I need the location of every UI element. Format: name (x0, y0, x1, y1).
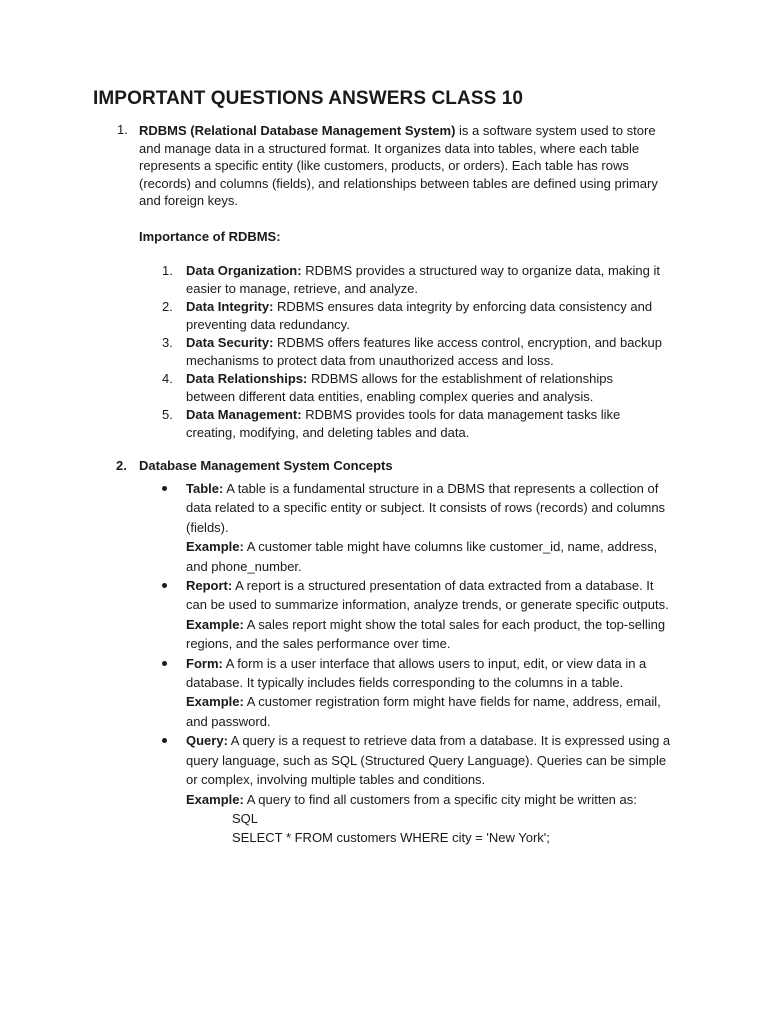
list-item: 3. Data Security: RDBMS offers features like access control, encryption, and backup mechanisms to protect data from unauthorized access and loss. (162, 335, 662, 368)
importance-list (162, 262, 662, 442)
sql-code-line: SELECT * FROM customers WHERE city = 'New York'; (232, 829, 550, 845)
list-item: 4. Data Relationships: RDBMS allows for the establishment of relationships between different data entities, enabling complex queries and analysis. (162, 371, 613, 404)
question-2-heading: Database Management System Concepts (139, 458, 393, 473)
importance-subheading: Importance of RDBMS: (139, 229, 281, 244)
list-item-table: Table: A table is a fundamental structure in a DBMS that represents a collection of data related to a specific entity or subject. It consists of rows (records) and columns (fields). Example: A customer table might have columns like customer_id, name, address, and phone_number. (162, 479, 674, 576)
question-2 (116, 458, 676, 473)
question-1 (117, 122, 677, 210)
bullet-icon (162, 661, 167, 666)
question-1-answer (139, 122, 677, 210)
concepts-list (162, 479, 674, 847)
bullet-icon (162, 738, 167, 743)
rdbms-term: RDBMS (Relational Database Management System) (139, 123, 456, 138)
bullet-icon (162, 486, 167, 491)
bullet-icon (162, 583, 167, 588)
rdbms-definition: is a software system used to store and manage data in a structured format. It organizes data into tables, where each table represents a specific entity (like customers, products, or orders). Each table has rows (records) and columns (fields), and relationships between tables are defined using primary and foreign keys. (139, 123, 658, 209)
list-item: 5. Data Management: RDBMS provides tools for data management tasks like creating, modifying, and deleting tables and data. (162, 407, 621, 440)
list-item-form: Form: A form is a user interface that allows users to input, edit, or view data in a database. It typically includes fields corresponding to the columns in a table. Example: A customer registration form might have fields for name, address, email, and password. (162, 654, 674, 732)
question-2-number: 2. (116, 458, 127, 473)
page-title: IMPORTANT QUESTIONS ANSWERS CLASS 10 (93, 88, 524, 109)
list-item: 2. Data Integrity: RDBMS ensures data integrity by enforcing data consistency and preventing data redundancy. (162, 299, 653, 332)
code-language-label: SQL (232, 810, 259, 826)
question-1-number: 1. (117, 122, 128, 137)
list-item-report: Report: A report is a structured presentation of data extracted from a database. It can be used to summarize information, analyze trends, or generate specific outputs. Example: A sales report might show the total sales for each product, the top-selling regions, and the sales performance over time. (162, 576, 674, 654)
list-item: 1. Data Organization: RDBMS provides a structured way to organize data, making it easier to manage, retrieve, and analyze. (162, 263, 660, 296)
list-item-query: Query: A query is a request to retrieve data from a database. It is expressed using a query language, such as SQL (Structured Query Language). Queries can be simple or complex, involving multiple tables and conditions. Example: A query to find all customers from a specific city might be written as: SQL SELECT * FROM customers WHERE city = 'New York'; (162, 731, 674, 847)
